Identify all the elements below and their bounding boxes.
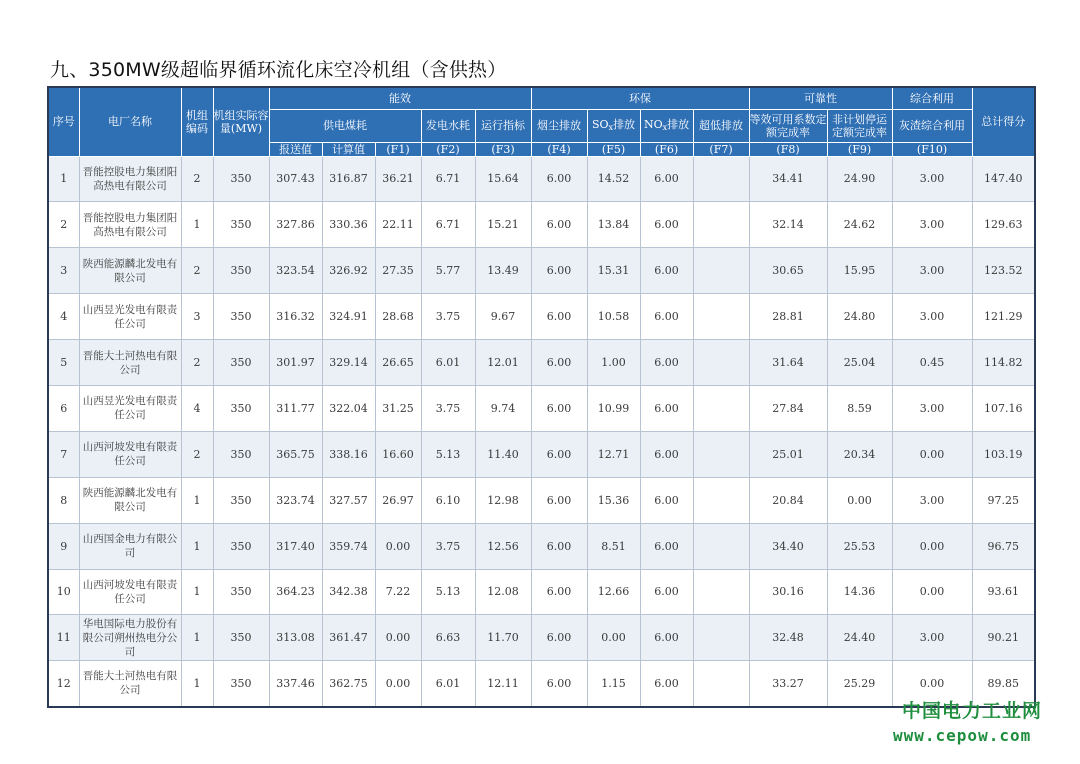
cell-calculated: 342.38 — [322, 569, 375, 615]
cell-f7 — [693, 294, 749, 340]
cell-f10: 3.00 — [892, 248, 972, 294]
cell-f2: 3.75 — [421, 523, 475, 569]
header-unit-code: 机组编码 — [181, 87, 213, 156]
cell-f2: 6.71 — [421, 156, 475, 202]
cell-f8: 31.64 — [749, 340, 827, 386]
cell-f9: 25.04 — [827, 340, 892, 386]
cell-plant-name: 陕西能源麟北发电有限公司 — [79, 477, 181, 523]
cell-f4: 6.00 — [531, 477, 587, 523]
table-body — [48, 156, 1035, 707]
header-capacity: 机组实际容量(MW) — [213, 87, 269, 156]
cell-capacity: 350 — [213, 569, 269, 615]
cell-f1: 31.25 — [375, 385, 421, 431]
cell-f5: 12.66 — [587, 569, 640, 615]
cell-f4: 6.00 — [531, 523, 587, 569]
cell-f2: 6.01 — [421, 340, 475, 386]
cell-f10: 3.00 — [892, 615, 972, 661]
cell-f2: 3.75 — [421, 294, 475, 340]
cell-total: 129.63 — [972, 202, 1035, 248]
cell-f2: 6.01 — [421, 661, 475, 707]
header-group-environment: 环保 — [531, 87, 749, 109]
cell-f8: 34.41 — [749, 156, 827, 202]
cell-f4: 6.00 — [531, 202, 587, 248]
cell-f9: 25.53 — [827, 523, 892, 569]
cell-f7 — [693, 340, 749, 386]
cell-f3: 9.67 — [475, 294, 531, 340]
cell-plant-name: 晋能控股电力集团阳高热电有限公司 — [79, 156, 181, 202]
header-f10: (F10) — [892, 142, 972, 156]
header-f1: (F1) — [375, 142, 421, 156]
cell-f1: 26.97 — [375, 477, 421, 523]
cell-plant-name: 晋能大土河热电有限公司 — [79, 661, 181, 707]
cell-f4: 6.00 — [531, 294, 587, 340]
cell-plant-name: 晋能大土河热电有限公司 — [79, 340, 181, 386]
cell-f5: 1.00 — [587, 340, 640, 386]
cell-f10: 3.00 — [892, 156, 972, 202]
cell-f6: 6.00 — [640, 248, 693, 294]
cell-f10: 3.00 — [892, 385, 972, 431]
cell-f2: 3.75 — [421, 385, 475, 431]
cell-f3: 13.49 — [475, 248, 531, 294]
cell-capacity: 350 — [213, 477, 269, 523]
table-row — [48, 202, 1035, 248]
cell-total: 147.40 — [972, 156, 1035, 202]
cell-f6: 6.00 — [640, 385, 693, 431]
cell-f3: 9.74 — [475, 385, 531, 431]
table-row — [48, 477, 1035, 523]
cell-reported: 327.86 — [269, 202, 322, 248]
cell-f9: 25.29 — [827, 661, 892, 707]
cell-f3: 11.70 — [475, 615, 531, 661]
cell-reported: 337.46 — [269, 661, 322, 707]
cell-f3: 15.21 — [475, 202, 531, 248]
header-plant-name: 电厂名称 — [79, 87, 181, 156]
cell-capacity: 350 — [213, 661, 269, 707]
cell-calculated: 338.16 — [322, 431, 375, 477]
cell-calculated: 361.47 — [322, 615, 375, 661]
cell-total: 107.16 — [972, 385, 1035, 431]
cell-f5: 12.71 — [587, 431, 640, 477]
cell-seq: 12 — [48, 661, 79, 707]
header-f8: (F8) — [749, 142, 827, 156]
cell-f1: 7.22 — [375, 569, 421, 615]
cell-total: 121.29 — [972, 294, 1035, 340]
cell-f1: 26.65 — [375, 340, 421, 386]
cell-unit-code: 2 — [181, 248, 213, 294]
header-f9: (F9) — [827, 142, 892, 156]
cell-total: 90.21 — [972, 615, 1035, 661]
cell-reported: 323.74 — [269, 477, 322, 523]
table-row — [48, 294, 1035, 340]
cell-reported: 317.40 — [269, 523, 322, 569]
cell-total: 97.25 — [972, 477, 1035, 523]
cell-plant-name: 山西河坡发电有限责任公司 — [79, 431, 181, 477]
cell-f3: 12.98 — [475, 477, 531, 523]
cell-total: 96.75 — [972, 523, 1035, 569]
cell-f2: 6.71 — [421, 202, 475, 248]
cell-calculated: 324.91 — [322, 294, 375, 340]
cell-f2: 5.77 — [421, 248, 475, 294]
table-row — [48, 431, 1035, 477]
cell-f4: 6.00 — [531, 156, 587, 202]
cell-f2: 6.63 — [421, 615, 475, 661]
cell-f8: 27.84 — [749, 385, 827, 431]
cell-f10: 0.00 — [892, 569, 972, 615]
cell-f10: 3.00 — [892, 202, 972, 248]
cell-f3: 11.40 — [475, 431, 531, 477]
header-ash-utilization: 灰渣综合利用 — [892, 109, 972, 142]
cell-capacity: 350 — [213, 248, 269, 294]
cell-f6: 6.00 — [640, 431, 693, 477]
table-row — [48, 156, 1035, 202]
header-group-energy: 能效 — [269, 87, 531, 109]
header-reported-value: 报送值 — [269, 142, 322, 156]
cell-seq: 7 — [48, 431, 79, 477]
cell-seq: 2 — [48, 202, 79, 248]
cell-f8: 34.40 — [749, 523, 827, 569]
table-row — [48, 340, 1035, 386]
cell-seq: 4 — [48, 294, 79, 340]
cell-f10: 0.00 — [892, 661, 972, 707]
cell-reported: 365.75 — [269, 431, 322, 477]
header-f7: (F7) — [693, 142, 749, 156]
header-f6: (F6) — [640, 142, 693, 156]
cell-f1: 27.35 — [375, 248, 421, 294]
cell-f9: 24.80 — [827, 294, 892, 340]
cell-f8: 28.81 — [749, 294, 827, 340]
cell-f1: 0.00 — [375, 523, 421, 569]
cell-f8: 32.14 — [749, 202, 827, 248]
cell-seq: 6 — [48, 385, 79, 431]
cell-f9: 24.40 — [827, 615, 892, 661]
cell-f7 — [693, 156, 749, 202]
cell-plant-name: 山西昱光发电有限责任公司 — [79, 385, 181, 431]
cell-f6: 6.00 — [640, 156, 693, 202]
cell-f9: 15.95 — [827, 248, 892, 294]
header-dust-emission: 烟尘排放 — [531, 109, 587, 142]
cell-f7 — [693, 615, 749, 661]
cell-f7 — [693, 661, 749, 707]
header-ultralow-emission: 超低排放 — [693, 109, 749, 142]
cell-unit-code: 1 — [181, 569, 213, 615]
cell-f10: 3.00 — [892, 294, 972, 340]
cell-f9: 24.62 — [827, 202, 892, 248]
cell-plant-name: 山西国金电力有限公司 — [79, 523, 181, 569]
table-row — [48, 248, 1035, 294]
cell-capacity: 350 — [213, 294, 269, 340]
cell-reported: 313.08 — [269, 615, 322, 661]
table-row — [48, 661, 1035, 707]
cell-capacity: 350 — [213, 523, 269, 569]
header-outage-rate: 非计划停运定额完成率 — [827, 109, 892, 142]
cell-seq: 8 — [48, 477, 79, 523]
cell-f5: 0.00 — [587, 615, 640, 661]
cell-unit-code: 1 — [181, 523, 213, 569]
cell-total: 114.82 — [972, 340, 1035, 386]
cell-f6: 6.00 — [640, 294, 693, 340]
cell-f8: 20.84 — [749, 477, 827, 523]
table-row — [48, 615, 1035, 661]
cell-unit-code: 1 — [181, 661, 213, 707]
cell-f2: 5.13 — [421, 431, 475, 477]
cell-total: 89.85 — [972, 661, 1035, 707]
cell-f7 — [693, 431, 749, 477]
cell-f7 — [693, 477, 749, 523]
cell-f10: 0.45 — [892, 340, 972, 386]
cell-seq: 11 — [48, 615, 79, 661]
cell-calculated: 316.87 — [322, 156, 375, 202]
cell-f1: 36.21 — [375, 156, 421, 202]
cell-f1: 0.00 — [375, 661, 421, 707]
cell-total: 123.52 — [972, 248, 1035, 294]
cell-plant-name: 山西河坡发电有限责任公司 — [79, 569, 181, 615]
cell-f8: 32.48 — [749, 615, 827, 661]
cell-f4: 6.00 — [531, 569, 587, 615]
cell-capacity: 350 — [213, 615, 269, 661]
header-seq: 序号 — [48, 87, 79, 156]
cell-f5: 15.36 — [587, 477, 640, 523]
header-operation-index: 运行指标 — [475, 109, 531, 142]
cell-calculated: 359.74 — [322, 523, 375, 569]
cell-unit-code: 3 — [181, 294, 213, 340]
cell-capacity: 350 — [213, 385, 269, 431]
cell-seq: 3 — [48, 248, 79, 294]
cell-unit-code: 1 — [181, 202, 213, 248]
cell-unit-code: 1 — [181, 477, 213, 523]
cell-seq: 5 — [48, 340, 79, 386]
cell-reported: 307.43 — [269, 156, 322, 202]
cell-calculated: 362.75 — [322, 661, 375, 707]
cell-reported: 316.32 — [269, 294, 322, 340]
cell-f3: 15.64 — [475, 156, 531, 202]
cell-f2: 5.13 — [421, 569, 475, 615]
cell-f9: 14.36 — [827, 569, 892, 615]
cell-calculated: 322.04 — [322, 385, 375, 431]
watermark-site-name: 中国电力工业网 — [902, 700, 1043, 722]
cell-f7 — [693, 569, 749, 615]
cell-f6: 6.00 — [640, 661, 693, 707]
table-row — [48, 385, 1035, 431]
cell-capacity: 350 — [213, 202, 269, 248]
cell-calculated: 330.36 — [322, 202, 375, 248]
table-row — [48, 569, 1035, 615]
cell-f4: 6.00 — [531, 340, 587, 386]
cell-f6: 6.00 — [640, 615, 693, 661]
cell-f4: 6.00 — [531, 248, 587, 294]
cell-f3: 12.11 — [475, 661, 531, 707]
cell-reported: 323.54 — [269, 248, 322, 294]
cell-f5: 8.51 — [587, 523, 640, 569]
cell-plant-name: 晋能控股电力集团阳高热电有限公司 — [79, 202, 181, 248]
cell-f4: 6.00 — [531, 431, 587, 477]
cell-f1: 0.00 — [375, 615, 421, 661]
cell-f4: 6.00 — [531, 661, 587, 707]
cell-f10: 0.00 — [892, 523, 972, 569]
page-title: 九、350MW级超临界循环流化床空冷机组（含供热） — [50, 59, 507, 81]
cell-f9: 20.34 — [827, 431, 892, 477]
cell-f9: 24.90 — [827, 156, 892, 202]
cell-f1: 16.60 — [375, 431, 421, 477]
cell-seq: 10 — [48, 569, 79, 615]
cell-f6: 6.00 — [640, 340, 693, 386]
cell-f5: 14.52 — [587, 156, 640, 202]
cell-f5: 1.15 — [587, 661, 640, 707]
cell-f2: 6.10 — [421, 477, 475, 523]
cell-plant-name: 陕西能源麟北发电有限公司 — [79, 248, 181, 294]
cell-f5: 10.58 — [587, 294, 640, 340]
cell-f7 — [693, 385, 749, 431]
cell-f6: 6.00 — [640, 477, 693, 523]
header-calculated-value: 计算值 — [322, 142, 375, 156]
ranking-table — [47, 86, 1036, 708]
cell-seq: 9 — [48, 523, 79, 569]
header-so-emission: $SO_x$排放 — [587, 109, 640, 142]
cell-f5: 10.99 — [587, 385, 640, 431]
table-row — [48, 523, 1035, 569]
watermark-site-url: www.cepow.com — [893, 726, 1032, 745]
cell-reported: 364.23 — [269, 569, 322, 615]
cell-f4: 6.00 — [531, 385, 587, 431]
cell-f6: 6.00 — [640, 523, 693, 569]
cell-plant-name: 华电国际电力股份有限公司朔州热电分公司 — [79, 615, 181, 661]
cell-f5: 15.31 — [587, 248, 640, 294]
cell-f10: 0.00 — [892, 431, 972, 477]
cell-total: 103.19 — [972, 431, 1035, 477]
cell-f1: 22.11 — [375, 202, 421, 248]
cell-f3: 12.01 — [475, 340, 531, 386]
cell-f5: 13.84 — [587, 202, 640, 248]
cell-f8: 25.01 — [749, 431, 827, 477]
header-f3: (F3) — [475, 142, 531, 156]
cell-f4: 6.00 — [531, 615, 587, 661]
header-group-utilization: 综合利用 — [892, 87, 972, 109]
cell-f8: 33.27 — [749, 661, 827, 707]
cell-f6: 6.00 — [640, 202, 693, 248]
header-no-emission: $NO_x$排放 — [640, 109, 693, 142]
cell-f3: 12.56 — [475, 523, 531, 569]
header-availability-rate: 等效可用系数定额完成率 — [749, 109, 827, 142]
cell-f7 — [693, 523, 749, 569]
header-f5: (F5) — [587, 142, 640, 156]
cell-f9: 8.59 — [827, 385, 892, 431]
cell-unit-code: 2 — [181, 156, 213, 202]
cell-seq: 1 — [48, 156, 79, 202]
cell-capacity: 350 — [213, 156, 269, 202]
cell-total: 93.61 — [972, 569, 1035, 615]
header-coal-consumption: 供电煤耗 — [269, 109, 421, 142]
cell-calculated: 326.92 — [322, 248, 375, 294]
cell-reported: 301.97 — [269, 340, 322, 386]
cell-f6: 6.00 — [640, 569, 693, 615]
cell-unit-code: 1 — [181, 615, 213, 661]
cell-f7 — [693, 248, 749, 294]
cell-capacity: 350 — [213, 431, 269, 477]
header-group-reliability: 可靠性 — [749, 87, 892, 109]
header-f4: (F4) — [531, 142, 587, 156]
cell-unit-code: 2 — [181, 431, 213, 477]
header-total-score: 总计得分 — [972, 87, 1035, 156]
cell-f7 — [693, 202, 749, 248]
cell-f1: 28.68 — [375, 294, 421, 340]
cell-unit-code: 2 — [181, 340, 213, 386]
cell-capacity: 350 — [213, 340, 269, 386]
header-f2: (F2) — [421, 142, 475, 156]
cell-reported: 311.77 — [269, 385, 322, 431]
cell-f8: 30.16 — [749, 569, 827, 615]
cell-f3: 12.08 — [475, 569, 531, 615]
cell-f9: 0.00 — [827, 477, 892, 523]
cell-calculated: 329.14 — [322, 340, 375, 386]
cell-unit-code: 4 — [181, 385, 213, 431]
cell-f10: 3.00 — [892, 477, 972, 523]
cell-calculated: 327.57 — [322, 477, 375, 523]
cell-plant-name: 山西昱光发电有限责任公司 — [79, 294, 181, 340]
cell-f8: 30.65 — [749, 248, 827, 294]
header-water-consumption: 发电水耗 — [421, 109, 475, 142]
